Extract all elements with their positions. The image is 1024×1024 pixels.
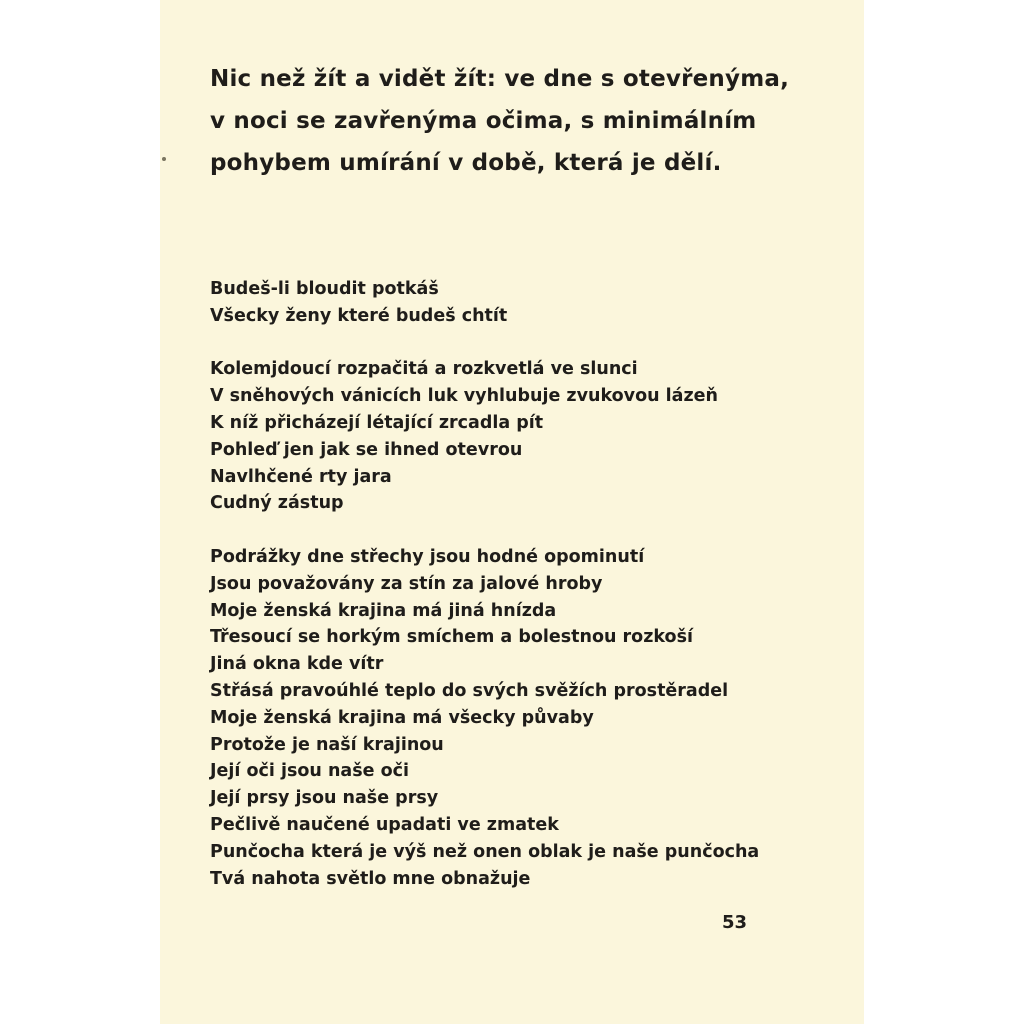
poem-line: Její prsy jsou naše prsy [210,788,439,809]
poem-line: Pečlivě naučené upadati ve zmatek [210,814,559,835]
poem-line: Jsou považovány za stín za jalové hroby [210,573,603,594]
poem-line: Punčocha která je výš než onen oblak je naše punčocha [210,841,760,862]
poem-line: Jiná okna kde vítr [210,654,384,675]
poem-line: Třesoucí se horkým smíchem a bolestnou rozkoší [210,627,693,648]
stanza-3 [210,544,810,892]
poem-line: V sněhových vánicích luk vyhlubuje zvukovou lázeň [210,386,718,407]
ink-speck [162,157,166,161]
poem [210,276,810,919]
poem-line: Všecky ženy které budeš chtít [210,305,508,326]
epigraph-line: pohybem umírání v době, která je dělí. [210,150,722,176]
poem-line: Kolemjdoucí rozpačitá a rozkvetlá ve slunci [210,359,638,380]
epigraph-line: Nic než žít a vidět žít: ve dne s otevřenýma, [210,66,790,92]
poem-line: Podrážky dne střechy jsou hodné opominutí [210,546,645,567]
poem-line: K níž přicházejí létající zrcadla pít [210,412,544,433]
epigraph [210,58,790,184]
poem-line: Moje ženská krajina má jiná hnízda [210,600,557,621]
stanza-2 [210,356,810,517]
stanza-1 [210,276,810,330]
poem-line: Budeš-li bloudit potkáš [210,279,439,299]
poem-line: Navlhčené rty jara [210,466,392,487]
poem-line: Tvá nahota světlo mne obnažuje [210,868,531,889]
book-page [160,0,864,1024]
poem-line: Protože je naší krajinou [210,734,444,755]
poem-line: Pohleď jen jak se ihned otevrou [210,439,523,460]
poem-line: Střásá pravoúhlé teplo do svých svěžích prostěradel [210,680,729,701]
page-number: 53 [722,912,748,933]
epigraph-line: v noci se zavřenýma očima, s minimálním [210,108,757,134]
poem-line: Moje ženská krajina má všecky půvaby [210,707,594,728]
poem-line: Její oči jsou naše oči [210,761,409,782]
poem-line: Cudný zástup [210,493,344,514]
